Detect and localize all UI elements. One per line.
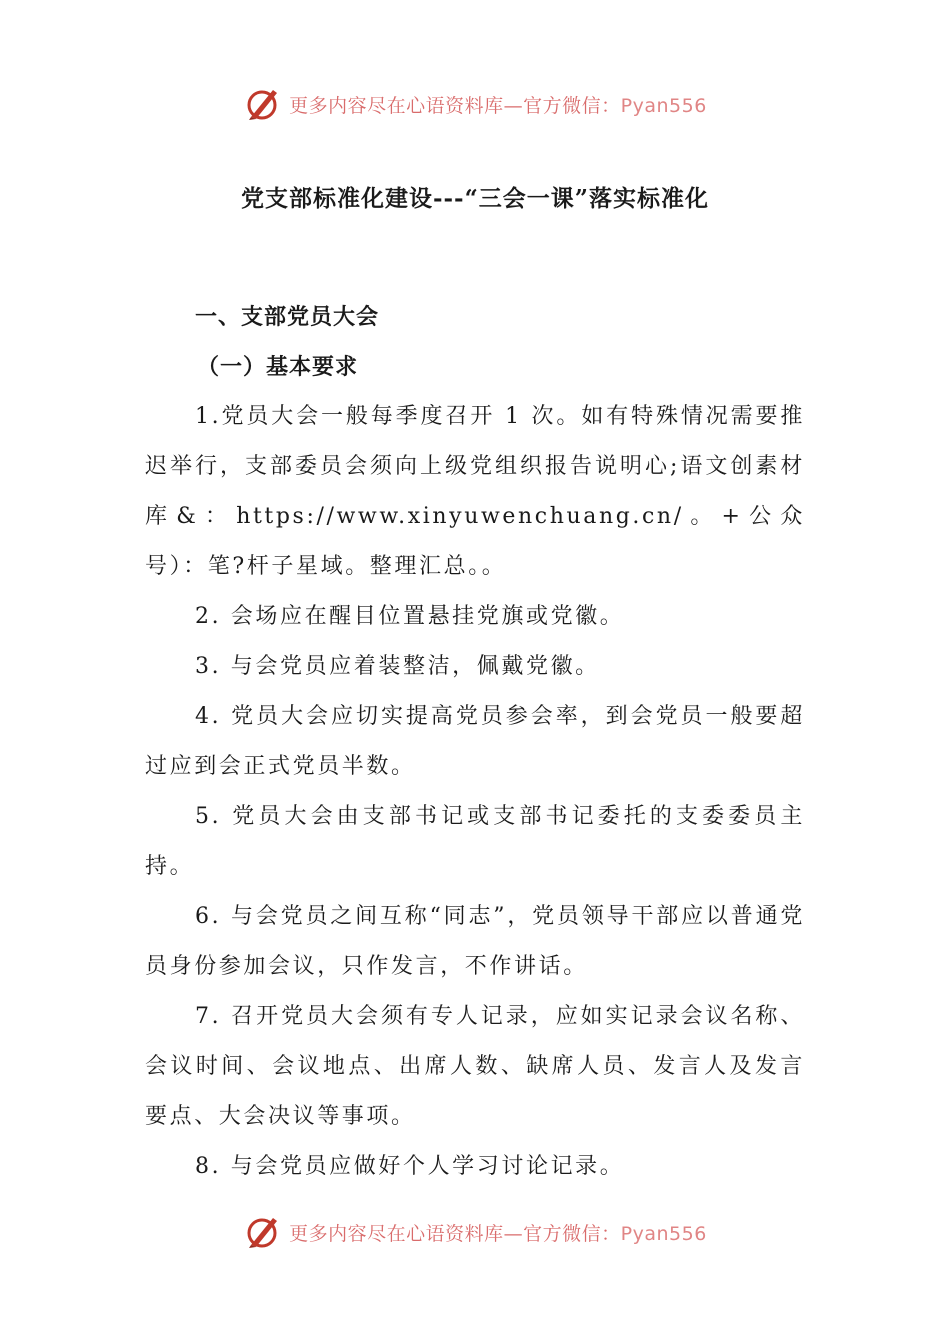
document-title: 党支部标准化建设---“三会一课”落实标准化: [240, 185, 710, 212]
requirement-item-1: 1.党员大会一般每季度召开 1 次。如有特殊情况需要推迟举行，支部委员会须向上级党组织报告说明心;语文创素材库&：https://www.xinyuwenchuang.cn/。+公众号）：笔?杆子星域。整理汇总。。: [145, 404, 805, 579]
requirement-item-8: 8. 与会党员应做好个人学习讨论记录。: [195, 1154, 625, 1179]
banner-text: 更多内容尽在心语资料库—官方微信：Pyan556: [289, 94, 707, 117]
wechat-id: Pyan556: [620, 1222, 707, 1245]
requirement-item-3: 3. 与会党员应着装整洁，佩戴党徽。: [195, 654, 600, 679]
wechat-id: Pyan556: [620, 94, 707, 117]
requirement-item-7: 7. 召开党员大会须有专人记录，应如实记录会议名称、会议时间、会议地点、出席人数、缺席人员、发言人及发言要点、大会决议等事项。: [145, 1004, 805, 1129]
banner-text: 更多内容尽在心语资料库—官方微信：Pyan556: [289, 1222, 707, 1245]
section-heading: 一、支部党员大会: [195, 304, 380, 330]
requirement-item-5: 5. 党员大会由支部书记或支部书记委托的支委委员主持。: [145, 804, 805, 879]
footer-watermark-banner: [0, 1212, 950, 1252]
requirement-item-6: 6. 与会党员之间互称“同志”，党员领导干部应以普通党员身份参加会议，只作发言，不作讲话。: [145, 904, 805, 979]
pen-logo-icon: [243, 1212, 283, 1252]
sub-heading: （一）基本要求: [197, 354, 359, 380]
document-body: [145, 292, 805, 1192]
requirement-item-2: 2. 会场应在醒目位置悬挂党旗或党徽。: [195, 604, 625, 629]
header-watermark-banner: [0, 84, 950, 124]
pen-logo-icon: [243, 84, 283, 124]
requirement-item-4: 4. 党员大会应切实提高党员参会率，到会党员一般要超过应到会正式党员半数。: [145, 704, 805, 779]
